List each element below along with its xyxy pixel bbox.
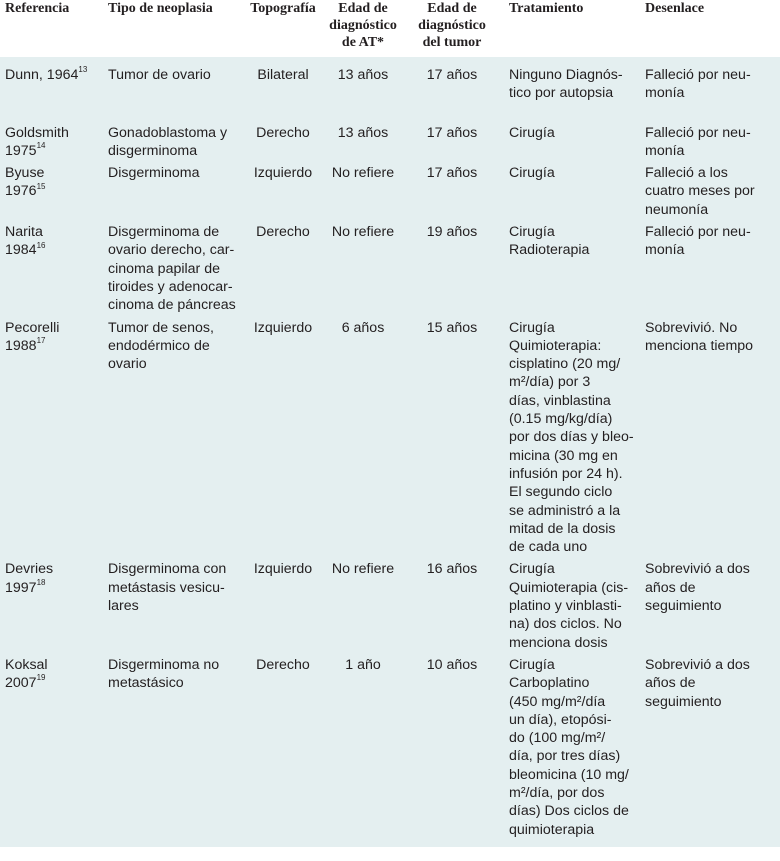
ref-text: 2007 bbox=[5, 675, 37, 692]
cell-tipo bbox=[98, 652, 245, 847]
desenlace-line: Falleció a los bbox=[645, 165, 728, 182]
cell-topografia: Derecho bbox=[256, 224, 310, 241]
cell-tratamiento bbox=[499, 57, 639, 117]
ref-text: Koksal bbox=[5, 656, 48, 673]
ref-line bbox=[5, 674, 94, 692]
ref-line bbox=[5, 560, 94, 578]
tipo-line: Disgerminoma con bbox=[108, 561, 227, 578]
tratamiento-line: El segundo ciclo bbox=[509, 484, 613, 501]
table-row bbox=[0, 117, 780, 161]
tratamiento-line: m²/día, por dos bbox=[509, 784, 605, 801]
ref-line bbox=[5, 241, 94, 259]
cell-edad-at: 13 años bbox=[337, 67, 389, 83]
cell-desenlace bbox=[639, 556, 780, 651]
cell-tratamiento bbox=[499, 315, 639, 557]
tratamiento-line: tico por autopsia bbox=[509, 85, 614, 102]
tratamiento-line: Quimioterapia: bbox=[509, 337, 602, 354]
desenlace-line: menciona tiempo bbox=[645, 337, 754, 354]
tratamiento-line: Ninguno Diagnós- bbox=[509, 67, 623, 83]
ref-line bbox=[5, 579, 94, 597]
ref-text: Goldsmith bbox=[5, 124, 69, 141]
ref-text: 1976 bbox=[5, 183, 37, 200]
cell-topografia: Derecho bbox=[256, 124, 310, 141]
desenlace-line: Sobrevivió a dos bbox=[645, 656, 750, 673]
cell-tipo bbox=[98, 556, 245, 651]
cell-tratamiento bbox=[499, 160, 639, 219]
tratamiento-line: infusión por 24 h). bbox=[509, 465, 623, 482]
tipo-line: Tumor de senos, bbox=[108, 319, 214, 336]
citation-superscript: 18 bbox=[36, 577, 46, 587]
tratamiento-line: (0.15 mg/kg/día) bbox=[509, 411, 613, 428]
cell-referencia bbox=[0, 160, 98, 219]
desenlace-line: monía bbox=[645, 85, 685, 102]
cell-desenlace bbox=[639, 652, 780, 847]
ref-line bbox=[5, 182, 94, 200]
ref-text: 1988 bbox=[5, 337, 37, 354]
cell-topografia: Bilateral bbox=[257, 67, 309, 83]
tipo-line: lares bbox=[108, 598, 139, 615]
ref-text: Byuse bbox=[5, 165, 45, 182]
cell-edad-at: 13 años bbox=[337, 124, 389, 141]
ref-text: Pecorelli bbox=[5, 319, 60, 336]
desenlace-line: seguimiento bbox=[645, 598, 722, 615]
header-line: de AT* bbox=[341, 35, 385, 50]
cell-referencia bbox=[0, 57, 98, 117]
ref-text: Devries bbox=[5, 561, 54, 578]
tratamiento-line: do (100 mg/m²/ bbox=[509, 730, 606, 747]
header-line: diagnóstico bbox=[418, 18, 486, 33]
cell-tipo bbox=[98, 160, 245, 219]
cell-desenlace bbox=[639, 219, 780, 314]
tipo-line: Disgerminoma no bbox=[108, 656, 220, 673]
tipo-line: cinoma de páncreas bbox=[108, 297, 236, 314]
tratamiento-line: platino y vinblasti- bbox=[509, 598, 622, 615]
cell-referencia bbox=[0, 219, 98, 314]
cell-edad-tumor: 16 años bbox=[426, 561, 478, 578]
header-tratamiento: Tratamiento bbox=[499, 0, 639, 57]
cell-tipo bbox=[98, 117, 245, 161]
tipo-line: Disgerminoma bbox=[108, 165, 200, 182]
ref-line bbox=[5, 142, 94, 160]
cell-topografia: Derecho bbox=[256, 656, 310, 673]
citation-superscript: 15 bbox=[36, 181, 46, 191]
table-body bbox=[0, 57, 780, 847]
ref-line bbox=[5, 337, 94, 355]
desenlace-line: años de bbox=[645, 579, 696, 596]
tratamiento-line: bleomicina (10 mg/ bbox=[509, 766, 629, 783]
cell-desenlace bbox=[639, 160, 780, 219]
ref-line bbox=[5, 223, 94, 241]
header-tipo: Tipo de neoplasia bbox=[98, 0, 245, 57]
tratamiento-line: días, vinblastina bbox=[509, 392, 611, 409]
tratamiento-line: de cada uno bbox=[509, 539, 588, 556]
cell-edad-at: No refiere bbox=[331, 224, 395, 241]
header-desenlace: Desenlace bbox=[639, 0, 780, 57]
cell-desenlace bbox=[639, 57, 780, 117]
ref-text: 1984 bbox=[5, 242, 37, 259]
tipo-line: disgerminoma bbox=[108, 142, 198, 159]
header-line: del tumor bbox=[422, 35, 482, 50]
cell-referencia bbox=[0, 556, 98, 651]
cell-edad-tumor: 17 años bbox=[426, 67, 478, 83]
cell-tipo bbox=[98, 57, 245, 117]
table-row bbox=[0, 219, 780, 314]
desenlace-line: Falleció por neu- bbox=[645, 224, 751, 241]
cell-edad-tumor: 15 años bbox=[426, 319, 478, 336]
cell-tratamiento bbox=[499, 556, 639, 651]
tratamiento-line: Radioterapia bbox=[509, 242, 590, 259]
cell-tratamiento bbox=[499, 652, 639, 847]
cell-edad-tumor: 10 años bbox=[426, 656, 478, 673]
tipo-line: endodérmico de bbox=[108, 337, 210, 354]
cell-tratamiento bbox=[499, 117, 639, 161]
header-edad-at bbox=[321, 0, 405, 57]
cell-edad-at: 1 año bbox=[345, 656, 381, 673]
ref-text: 1997 bbox=[5, 579, 37, 596]
tratamiento-line: días) Dos ciclos de bbox=[509, 803, 629, 820]
tipo-line: cinoma papilar de bbox=[108, 260, 220, 277]
tratamiento-line: Cirugía bbox=[509, 656, 555, 673]
tratamiento-line: na) dos ciclos. No bbox=[509, 616, 622, 633]
tratamiento-line: un día), etopósi- bbox=[509, 711, 612, 728]
cell-topografia: Izquierdo bbox=[253, 561, 313, 578]
header-edad-tumor bbox=[405, 0, 499, 57]
tratamiento-line: m²/día) por 3 bbox=[509, 374, 591, 391]
cell-tipo bbox=[98, 219, 245, 314]
citation-superscript: 17 bbox=[36, 336, 46, 346]
desenlace-line: Falleció por neu- bbox=[645, 67, 751, 83]
cell-topografia: Izquierdo bbox=[253, 319, 313, 336]
desenlace-line: neumonía bbox=[645, 201, 709, 218]
tratamiento-line: Cirugía bbox=[509, 224, 555, 241]
tratamiento-line: mitad de la dosis bbox=[509, 520, 616, 537]
tipo-line: ovario bbox=[108, 356, 147, 373]
ref-line bbox=[5, 164, 94, 182]
tratamiento-line: cisplatino (20 mg/ bbox=[509, 356, 621, 373]
desenlace-line: cuatro meses por bbox=[645, 183, 755, 200]
citation-superscript: 19 bbox=[36, 673, 46, 683]
desenlace-line: Falleció por neu- bbox=[645, 124, 751, 141]
tratamiento-line: Cirugía bbox=[509, 319, 555, 336]
cell-referencia bbox=[0, 652, 98, 847]
cell-tratamiento bbox=[499, 219, 639, 314]
desenlace-line: monía bbox=[645, 242, 685, 259]
cell-desenlace bbox=[639, 315, 780, 557]
cell-edad-tumor: 17 años bbox=[426, 165, 478, 182]
ref-text: Dunn, 1964 bbox=[5, 67, 79, 83]
tipo-line: metastásico bbox=[108, 675, 184, 692]
ref-text: Narita bbox=[5, 224, 43, 241]
desenlace-line: Sobrevivió a dos bbox=[645, 561, 750, 578]
header-line: diagnóstico bbox=[329, 18, 397, 33]
tratamiento-line: Cirugía bbox=[509, 124, 555, 141]
tratamiento-line: Carboplatino bbox=[509, 675, 590, 692]
tratamiento-line: micina (30 mg en bbox=[509, 447, 618, 464]
desenlace-line: seguimiento bbox=[645, 693, 722, 710]
citation-superscript: 16 bbox=[36, 240, 46, 250]
cell-edad-tumor: 17 años bbox=[426, 124, 478, 141]
table-row bbox=[0, 160, 780, 219]
tipo-line: tiroides y adenocar- bbox=[108, 278, 233, 295]
cell-edad-at: No refiere bbox=[331, 165, 395, 182]
tratamiento-line: Quimioterapia (cis- bbox=[509, 579, 629, 596]
tipo-line: Gonadoblastoma y bbox=[108, 124, 228, 141]
ref-line bbox=[5, 124, 94, 142]
header-line: Edad de bbox=[427, 1, 477, 16]
desenlace-line: años de bbox=[645, 675, 696, 692]
tratamiento-line: (450 mg/m²/día bbox=[509, 693, 606, 710]
tratamiento-line: por dos días y bleo- bbox=[509, 429, 634, 446]
cell-referencia bbox=[0, 315, 98, 557]
ref-line bbox=[5, 319, 94, 337]
cell-edad-tumor: 19 años bbox=[426, 224, 478, 241]
desenlace-line: monía bbox=[645, 142, 685, 159]
cell-edad-at: 6 años bbox=[341, 319, 385, 336]
header-row bbox=[0, 0, 780, 57]
header-topografia: Topografía bbox=[245, 0, 321, 57]
tratamiento-line: Cirugía bbox=[509, 561, 555, 578]
tratamiento-line: Cirugía bbox=[509, 165, 555, 182]
table-row bbox=[0, 315, 780, 557]
tipo-line: Tumor de ovario bbox=[108, 67, 211, 83]
table-row bbox=[0, 556, 780, 651]
tratamiento-line: se administró a la bbox=[509, 502, 621, 519]
tipo-line: ovario derecho, car- bbox=[108, 242, 235, 259]
tipo-line: metástasis vesicu- bbox=[108, 579, 225, 596]
ref-line bbox=[5, 66, 94, 84]
ref-text: 1975 bbox=[5, 142, 37, 159]
cell-desenlace bbox=[639, 117, 780, 161]
header-referencia: Referencia bbox=[0, 0, 98, 57]
tratamiento-line: menciona dosis bbox=[509, 634, 608, 651]
cell-topografia: Izquierdo bbox=[253, 165, 313, 182]
tratamiento-line: quimioterapia bbox=[509, 821, 595, 838]
desenlace-line: Sobrevivió. No bbox=[645, 319, 738, 336]
header-line: Edad de bbox=[338, 1, 388, 16]
tipo-line: Disgerminoma de bbox=[108, 224, 220, 241]
cell-referencia bbox=[0, 117, 98, 161]
table-row bbox=[0, 57, 780, 117]
tratamiento-line: día, por tres días) bbox=[509, 748, 621, 765]
table-row bbox=[0, 652, 780, 847]
citation-superscript: 13 bbox=[78, 65, 88, 75]
citation-superscript: 14 bbox=[36, 141, 46, 151]
cell-tipo bbox=[98, 315, 245, 557]
ref-line bbox=[5, 656, 94, 674]
cell-edad-at: No refiere bbox=[331, 561, 395, 578]
